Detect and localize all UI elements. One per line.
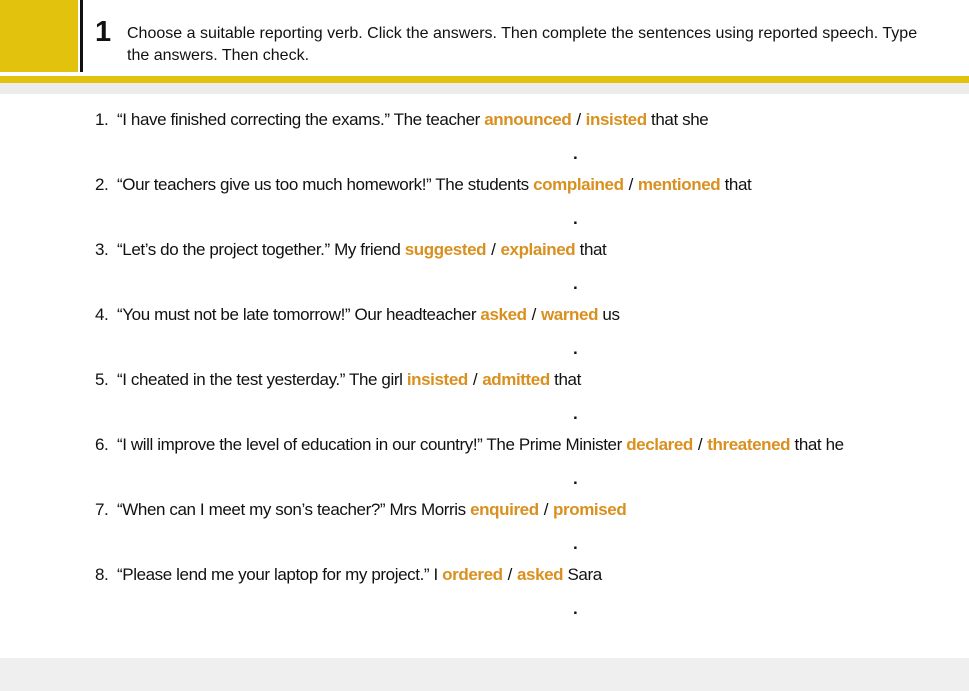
answer-row: [95, 208, 969, 230]
sentence-post: that: [549, 370, 581, 389]
sentence-text: [117, 368, 581, 392]
answer-period: .: [573, 469, 578, 488]
sentence-pre: “Let’s do the project together.” My friend: [117, 240, 405, 259]
verb-choice-2[interactable]: mentioned: [637, 175, 721, 194]
answer-input[interactable]: [117, 144, 573, 164]
item-number: 8.: [95, 565, 109, 584]
exercise-item: [95, 498, 969, 563]
sentence-post: that: [720, 175, 752, 194]
answer-period: .: [573, 599, 578, 618]
exercise-item: [95, 173, 969, 238]
sentence-text: [117, 498, 626, 522]
verb-choice-1[interactable]: suggested: [404, 240, 487, 259]
answer-input[interactable]: [117, 599, 573, 619]
exercise-number: 1: [95, 16, 111, 48]
slash-separator: /: [472, 370, 478, 389]
verb-choice-1[interactable]: insisted: [406, 370, 468, 389]
exercise-item: [95, 563, 969, 628]
answer-input[interactable]: [117, 209, 573, 229]
verb-choice-2[interactable]: insisted: [585, 110, 647, 129]
sentence-line: [95, 368, 969, 392]
exercise-item: [95, 238, 969, 303]
answer-input[interactable]: [117, 274, 573, 294]
slash-separator: /: [697, 435, 703, 454]
sentence-line: [95, 498, 969, 522]
verb-choice-1[interactable]: enquired: [470, 500, 539, 519]
verb-choice-2[interactable]: threatened: [707, 435, 791, 454]
answer-row: [95, 403, 969, 425]
answer-period: .: [573, 209, 578, 228]
sentence-pre: “Please lend me your laptop for my project.” I: [117, 565, 443, 584]
sentence-post: that he: [790, 435, 844, 454]
exercise-item: [95, 108, 969, 173]
slash-separator: /: [628, 175, 633, 194]
items-list: [95, 108, 969, 628]
slash-separator: /: [507, 565, 512, 584]
bottom-strip: [0, 658, 969, 691]
sentence-text: [117, 563, 602, 587]
verb-choice-2[interactable]: admitted: [482, 370, 550, 389]
answer-input[interactable]: [117, 534, 573, 554]
sentence-line: [95, 238, 969, 262]
answer-row: [95, 533, 969, 555]
item-number: 6.: [95, 435, 109, 454]
sentence-text: [117, 173, 751, 197]
answer-row: [95, 468, 969, 490]
verb-choice-1[interactable]: asked: [480, 305, 527, 324]
header-content-gap: [0, 83, 969, 94]
item-number: 5.: [95, 370, 109, 389]
exercise-item: [95, 433, 969, 498]
answer-input[interactable]: [117, 469, 573, 489]
slash-separator: /: [576, 110, 581, 129]
verb-choice-1[interactable]: declared: [626, 435, 693, 454]
item-number: 4.: [95, 305, 109, 324]
answer-row: [95, 143, 969, 165]
verb-choice-2[interactable]: asked: [516, 565, 564, 584]
exercise-item: [95, 303, 969, 368]
sentence-pre: “You must not be late tomorrow!” Our headteacher: [117, 305, 481, 324]
sentence-pre: “I will improve the level of education in our country!” The Prime Minister: [117, 435, 627, 454]
gold-divider-bar: [0, 76, 969, 83]
sentence-line: [95, 433, 969, 457]
sentence-line: [95, 108, 969, 132]
exercise-instructions: Choose a suitable reporting verb. Click the answers. Then complete the sentences using reported speech. Type the answers. Then check.: [127, 25, 918, 64]
item-number: 2.: [95, 175, 109, 194]
sentence-text: [117, 303, 620, 327]
verb-choice-1[interactable]: complained: [533, 175, 624, 194]
answer-row: [95, 598, 969, 620]
item-number: 1.: [95, 110, 109, 129]
item-number: 3.: [95, 240, 109, 259]
answer-period: .: [573, 144, 578, 163]
header-divider-line: [80, 0, 83, 72]
sentence-text: [117, 108, 708, 132]
answer-input[interactable]: [117, 404, 573, 424]
exercise-content: [0, 94, 969, 658]
exercise-item: [95, 368, 969, 433]
answer-row: [95, 338, 969, 360]
slash-separator: /: [491, 240, 496, 259]
verb-choice-2[interactable]: explained: [500, 240, 576, 259]
sentence-line: [95, 563, 969, 587]
verb-choice-1[interactable]: ordered: [442, 565, 503, 584]
sentence-text: [117, 238, 606, 262]
answer-period: .: [573, 274, 578, 293]
sentence-pre: “When can I meet my son’s teacher?” Mrs Morris: [117, 500, 471, 519]
sentence-post: us: [598, 305, 620, 324]
answer-input[interactable]: [117, 339, 573, 359]
sentence-post: that she: [646, 110, 709, 129]
slash-separator: /: [531, 305, 536, 324]
answer-period: .: [573, 404, 578, 423]
verb-choice-2[interactable]: warned: [540, 305, 599, 324]
answer-period: .: [573, 534, 578, 553]
slash-separator: /: [543, 500, 549, 519]
header-bar: [0, 0, 969, 76]
gold-accent-square: [0, 0, 78, 72]
sentence-pre: “Our teachers give us too much homework!” The students: [117, 175, 534, 194]
sentence-line: [95, 303, 969, 327]
item-number: 7.: [95, 500, 109, 519]
sentence-post: that: [575, 240, 607, 259]
verb-choice-2[interactable]: promised: [553, 500, 627, 519]
sentence-line: [95, 173, 969, 197]
verb-choice-1[interactable]: announced: [484, 110, 572, 129]
sentence-post: Sara: [563, 565, 602, 584]
sentence-text: [117, 433, 844, 457]
answer-period: .: [573, 339, 578, 358]
answer-row: [95, 273, 969, 295]
sentence-pre: “I have finished correcting the exams.” The teacher: [117, 110, 485, 129]
sentence-pre: “I cheated in the test yesterday.” The girl: [117, 370, 407, 389]
